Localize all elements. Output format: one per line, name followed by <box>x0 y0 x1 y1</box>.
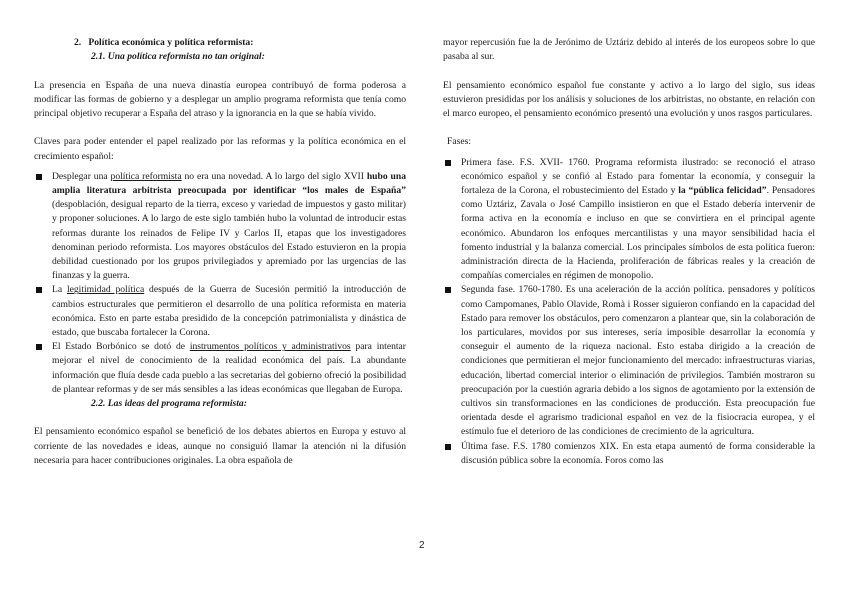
list-item: Segunda fase. 1760-1780. Es una aceleración de la acción política. pensadores y políticos como Campomanes, Pablo Olavide, Romà i Rosser siguieron confiando en la capacidad del Estado para remover los obstáculos, pero comenzaron a plantear que, sin la colaboración de los particulares, movidos por sus intereses, sería imposible desarrollar la economía y conseguir el aumento de la riqueza nacional. Esto estaba dirigido a la creación de condiciones que permitieran el mejor funcionamiento del mercado: infraestructuras viarias, educación, libertad comercial interior o eliminación de privilegios. También mostraron su preocupación por la cuestión agraria debido a los signos de agotamiento por la extensión de cultivos sin transformaciones en las condiciones de producción. Esta preocupación fue orientada desde el agrarismo tradicional español en vez de la fisiocracia europea, y el estímulo fue el deterioro de las condiciones de crecimiento de la agricultura. <box>443 283 815 439</box>
square-bullet-icon <box>36 344 42 350</box>
bold-phrase: la “pública felicidad” <box>678 185 767 196</box>
pensamiento-paragraph: El pensamiento económico español fue constante y activo a lo largo del siglo, sus ideas estuvieron presididas por los análisis y soluciones de los arbitristas, no obstante, en relación con el marco europeo, el pensamiento económico presentó una evolución y unos rasgos particulares. <box>443 79 815 119</box>
bold-phrase: hubo una amplia literatura arbitrista preocupada por identificar “los males de España” <box>52 170 406 196</box>
list-item: Primera fase. F.S. XVII- 1760. Programa reformista ilustrado: se reconoció el atraso económico español y se confió al Estado para fomentar la economía, y conseguir la fortaleza de la Corona, el robustecimiento del Estado y la “pública felicidad”. Pensadores como Uztáriz, Zavala o José Campillo insistieron en que el Estado debería intervenir de forma activa en la economía e incluso en que se convirtiera en el principal agente económico. Abundaron los enfoques mercantilistas y una mayor sensibilidad hacia el fomento industrial y la balanza comercial. Los principales símbolos de esta política fueron: administración directa de la Hacienda, proliferación de fábricas reales y la creación de compañías comerciales en régimen de monopolio. <box>443 156 815 284</box>
list-item: La legitimidad política después de la Guerra de Sucesión permitió la introducción de cambios estructurales que permitieron el desarrollo de una política reformista en materia económica. Esto en parte estaba presidido de la concepción patrimonialista y dinástica de estado, que buscaba fortalecer la Corona. <box>34 283 406 340</box>
intro-paragraph: La presencia en España de una nueva dinastía europea contribuyó de forma poderosa a modificar las formas de gobierno y a desplegar un amplio programa reformista que tenía como principal objetivo recuperar a España del atraso y la ignorancia en la que se había vivido. <box>34 79 406 119</box>
phases-list <box>443 156 815 468</box>
section-heading: 2. Política económica y política reformista: <box>74 37 254 48</box>
square-bullet-icon <box>445 444 451 450</box>
subsection-heading-2-1: 2.1. Una política reformista no tan original: <box>91 51 265 63</box>
subsection-heading-2-2: 2.2. Las ideas del programa reformista: <box>91 398 247 410</box>
square-bullet-icon <box>36 174 42 180</box>
right-column <box>443 36 815 468</box>
square-bullet-icon <box>36 287 42 293</box>
list-item: Última fase. F.S. 1780 comienzos XIX. En esta etapa aumentó de forma considerable la discusión pública sobre la economía. Foros como las <box>443 440 815 468</box>
page-number: 2 <box>419 540 425 551</box>
underlined-term: política reformista <box>110 170 182 182</box>
phases-label: Fases: <box>447 136 471 148</box>
square-bullet-icon <box>445 160 451 166</box>
ideas-paragraph: El pensamiento económico español se benefició de los debates abiertos en Europa y estuvo al corriente de las novedades e ideas, aunque no consiguió llamar la atención ni la difusión necesaria para hacer contribuciones originales. La obra española de <box>34 426 406 466</box>
continuation-paragraph: mayor repercusión fue la de Jerónimo de Uztáriz debido al interés de los europeos sobre lo que pasaba al sur. <box>443 37 815 63</box>
list-item: El Estado Borbónico se dotó de instrumentos políticos y administrativos para intentar mejorar el nivel de conocimiento de la realidad económica del país. La abundante información que fluía desde cada pueblo a las secretarias del gobierno ofreció la posibilidad de plantear reformas y de ser más sensibles a las ideas económicas que llegaban de Europa. <box>34 340 406 397</box>
left-column <box>34 36 406 468</box>
list-item: Desplegar una política reformista no era una novedad. A lo largo del siglo XVII hubo una amplia literatura arbitrista preocupada por identificar “los males de España” (despoblación, desigual reparto de la tierra, exceso y variedad de impuestos y gasto militar) y proponer soluciones. A lo largo de este siglo también hubo la voluntad de introducir estas reformas durante los reinados de Felipe IV y Carlos II, etapas que los investigadores denominan periodo reformista. Los mayores obstáculos del Estado estuvieron en la propia debilidad cuestionado por los grupos privilegiados y apremiado por las urgencias de las finanzas y la guerra. <box>34 170 406 284</box>
underlined-term: legitimidad política <box>66 284 145 296</box>
claves-list <box>34 170 406 397</box>
square-bullet-icon <box>445 287 451 293</box>
claves-paragraph: Claves para poder entender el papel realizado por las reformas y la política económica en el crecimiento español: <box>34 136 406 162</box>
underlined-term: instrumentos políticos y administrativos <box>189 341 351 353</box>
